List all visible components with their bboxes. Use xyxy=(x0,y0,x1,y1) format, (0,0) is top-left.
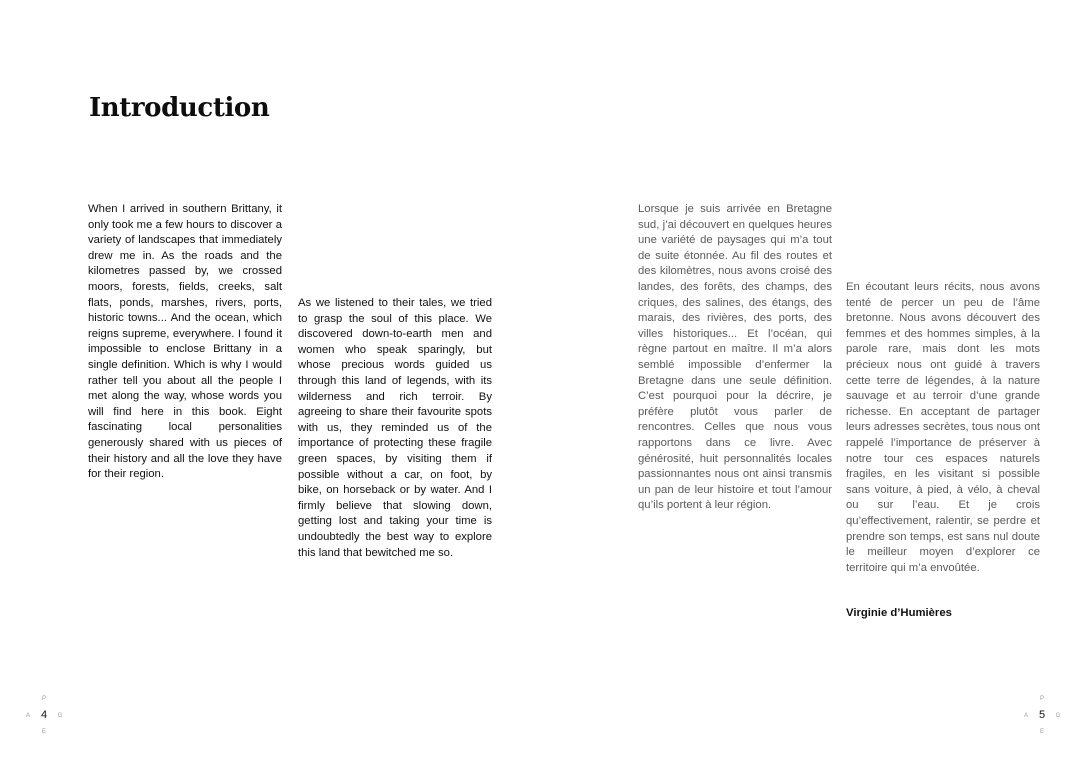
folio-number: 5 xyxy=(1038,709,1046,721)
folio-letter-a: A xyxy=(1023,713,1028,719)
folio-letter-a: A xyxy=(25,713,30,719)
folio-letter-p: P xyxy=(41,696,46,702)
author-signature: Virginie d’Humières xyxy=(846,607,952,619)
page-number-right xyxy=(1022,694,1062,734)
folio-letter-e: E xyxy=(41,729,46,735)
folio-letter-e: E xyxy=(1039,729,1044,735)
french-column-2: En écoutant leurs récits, nous avons tenté de percer un peu de l’âme bretonne. Nous avons découvert des femmes et des hommes simples, à la parole rare, mais dont les mots précieux nous ont guidé à travers cette terre de légendes, à la nature sauvage et au terroir d’une grande richesse. En acceptant de partager leurs adresses secrètes, tous nous ont rappelé l’importance de préserver à notre tour ces espaces naturels fragiles, en les visitant si possible sans voiture, à pied, à vélo, à cheval ou sur l’eau. Et je crois qu’effectivement, ralentir, se perdre et prendre son temps, est sans nul doute le meilleur moyen d’explorer ce territoire qui m’a envoûtée. xyxy=(846,281,1040,574)
folio-letter-g: G xyxy=(57,713,63,719)
folio-number: 4 xyxy=(40,709,48,721)
folio-letter-g: G xyxy=(1055,713,1061,719)
page-title: Introduction xyxy=(89,93,270,123)
french-column-1: Lorsque je suis arrivée en Bretagne sud, j’ai découvert en quelques heures une variété de paysages qui m’a tout de suite étonnée. Au fil des routes et des kilomètres, nous avons croisé des landes, des forêts, des champs, des criques, des salines, des étangs, des marais, des rivières, des ports, des villes historiques... Et l’océan, qui règne partout en maître. Il m’a alors semblé impossible d’enfermer la Bretagne dans une seule définition. C’est pourquoi pour la décrire, je préfère plutôt vous parler de rencontres. Celles que nous vous rapportons dans ce livre. Avec générosité, huit personnalités locales passionnantes nous ont ainsi transmis un pan de leur histoire et tout l’amour qu’ils portent à leur région. xyxy=(638,203,832,512)
english-column-2: As we listened to their tales, we tried to grasp the soul of this place. We discovered down-to-earth men and women who speak sparingly, but whose precious words guided us through this land of legends, with its wilderness and rich terroir. By agreeing to share their favourite spots with us, they reminded us of the importance of protecting these fragile green spaces, by visiting them if possible without a car, on foot, by bike, on horseback or by water. And I firmly believe that slowing down, getting lost and taking your time is undoubtedly the best way to explore this land that bewitched me so. xyxy=(298,297,492,559)
english-column-1: When I arrived in southern Brittany, it only took me a few hours to discover a variety of landscapes that immediately drew me in. As the roads and the kilometres passed by, we crossed moors, forests, fields, creeks, salt flats, ponds, marshes, rivers, ports, historic towns... And the ocean, which reigns supreme, everywhere. I found it impossible to enclose Brittany in a single definition. Which is why I would rather tell you about all the people I met along the way, whose words you will find here in this book. Eight fascinating local personalities generously shared with us pieces of their history and all the love they have for their region. xyxy=(88,203,282,481)
folio-letter-p: P xyxy=(1039,696,1044,702)
page-number-left xyxy=(24,694,64,734)
